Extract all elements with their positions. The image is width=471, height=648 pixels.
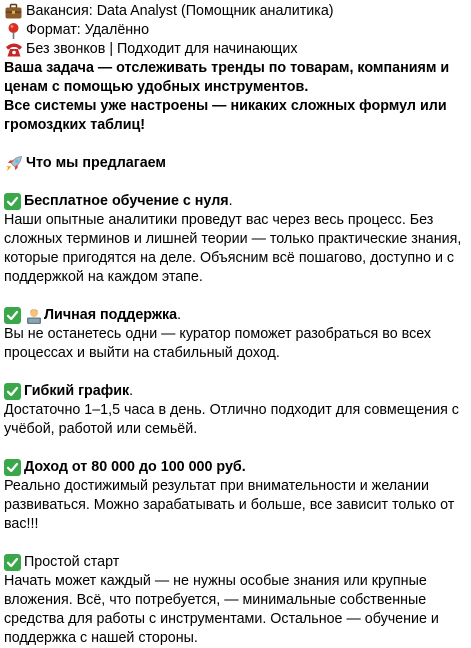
offer-item-title	[4, 458, 467, 477]
check-mark-icon	[4, 554, 21, 571]
vacancy-text: Вакансия: Data Analyst (Помощник аналитика)	[26, 3, 334, 19]
pin-icon	[4, 21, 23, 40]
offer-item-title	[4, 382, 467, 401]
rocket-icon	[4, 154, 23, 173]
offer-item-title-text: Доход от 80 000 до 100 000 руб.	[24, 459, 246, 475]
check-mark-icon	[4, 383, 21, 400]
offer-item-title-text: Бесплатное обучение с нуля	[24, 193, 229, 209]
check-mark-icon	[4, 459, 21, 476]
offer-title	[4, 154, 467, 173]
offer-item-text: Начать может каждый — не нужны особые знания или крупные вложения. Всё, что потребуется, — минимальные собственные средства для работы с инструментами. Остальное — обучение и поддержка с нашей стороны.	[4, 573, 439, 646]
systems-text: Все системы уже настроены — никаких сложных формул или громоздких таблиц!	[4, 98, 447, 133]
vacancy-line	[4, 2, 467, 21]
offer-item-title-text: Гибкий график	[24, 383, 130, 399]
offer-item-title-suffix: .	[129, 383, 134, 399]
check-mark-icon	[4, 193, 21, 210]
check-mark-icon	[4, 307, 21, 324]
offer-item-title-suffix: .	[177, 307, 182, 323]
offer-item-title	[4, 553, 467, 572]
offer-item-title-text: Личная поддержка	[44, 307, 178, 323]
offer-item-text: Реально достижимый результат при внимательности и желании развиваться. Можно зарабатывать и больше, все зависит только от вас!!!	[4, 478, 455, 532]
calls-line	[4, 40, 467, 59]
briefcase-icon	[4, 2, 23, 21]
offer-title-text: Что мы предлагаем	[26, 155, 166, 171]
format-line	[4, 21, 467, 40]
offer-item-text: Вы не останетесь одни — куратор поможет разобраться во всех процессах и выйти на стабильный доход.	[4, 326, 431, 361]
offer-item-text: Достаточно 1–1,5 часа в день. Отлично подходит для совмещения с учёбой, работой или семьёй.	[4, 402, 459, 437]
phone-icon	[4, 40, 23, 59]
offer-item-title	[4, 306, 467, 325]
format-text: Формат: Удалённо	[26, 22, 150, 38]
offer-item-title-text: Простой старт	[24, 554, 120, 570]
technologist-icon	[24, 306, 43, 325]
offer-item-title	[4, 192, 467, 211]
offer-item-text: Наши опытные аналитики проведут вас через весь процесс. Без сложных терминов и лишней теории — только практические знания, которые пригодятся на деле. Объясним всё пошагово, доступно и с поддержкой на каждом этапе.	[4, 212, 462, 285]
calls-text: Без звонков | Подходит для начинающих	[26, 41, 298, 57]
offer-item-title-suffix: .	[228, 193, 233, 209]
task-text: Ваша задача — отслеживать тренды по товарам, компаниям и ценам с помощью удобных инструментов.	[4, 60, 450, 95]
